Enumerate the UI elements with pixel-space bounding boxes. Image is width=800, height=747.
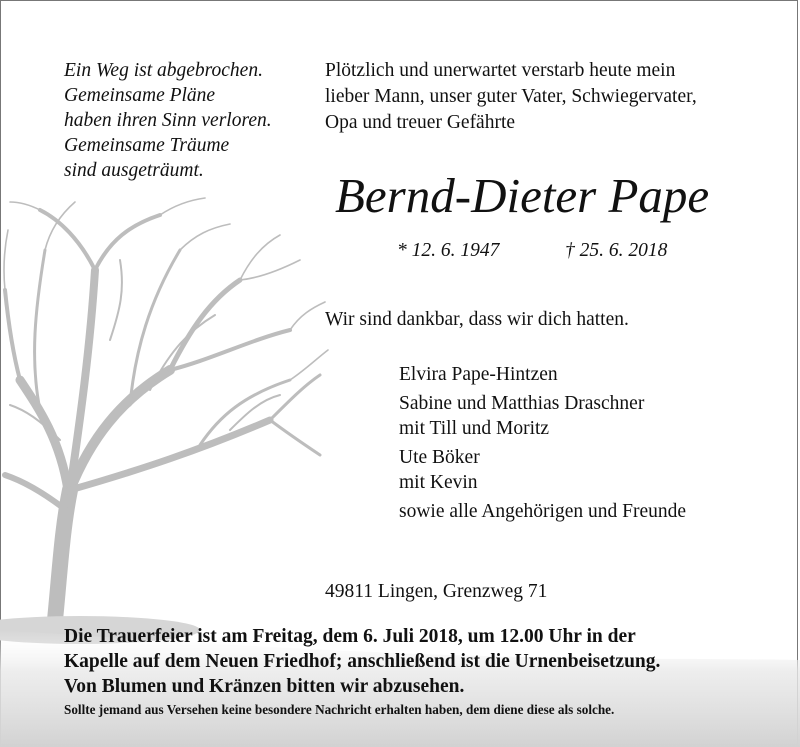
intro-line: Opa und treuer Gefährte: [325, 112, 516, 133]
death-date: † 25. 6. 2018: [565, 240, 668, 261]
footnote: Sollte jemand aus Versehen keine besondere Nachricht erhalten haben, dem diene diese als solche.: [64, 702, 615, 717]
poem-line: sind ausgeträumt.: [64, 160, 204, 181]
deceased-name: Bernd-Dieter Pape: [335, 168, 710, 223]
family-group: [399, 362, 686, 387]
notice-line: Von Blumen und Kränzen bitten wir abzusehen.: [64, 676, 465, 697]
family-group: [399, 499, 686, 524]
thanks-line: Wir sind dankbar, dass wir dich hatten.: [325, 309, 629, 330]
family-member: Elvira Pape-Hintzen: [399, 364, 558, 385]
funeral-notice: [64, 624, 660, 699]
family-member: mit Kevin: [399, 472, 478, 493]
family-member: mit Till und Moritz: [399, 418, 550, 439]
family-list: [399, 362, 686, 528]
intro-line: Plötzlich und unerwartet verstarb heute mein: [325, 60, 676, 81]
poem-line: Ein Weg ist abgebrochen.: [64, 60, 263, 81]
family-group: [399, 445, 686, 495]
poem-line: Gemeinsame Träume: [64, 135, 230, 156]
family-member: sowie alle Angehörigen und Freunde: [399, 501, 687, 522]
address: 49811 Lingen, Grenzweg 71: [325, 581, 548, 602]
intro-text: [325, 58, 697, 136]
notice-line: Kapelle auf dem Neuen Friedhof; anschließend ist die Urnenbeisetzung.: [64, 651, 661, 672]
birth-date: * 12. 6. 1947: [397, 240, 500, 261]
intro-line: lieber Mann, unser guter Vater, Schwiegervater,: [325, 86, 697, 107]
family-member: Sabine und Matthias Draschner: [399, 393, 645, 414]
poem: [64, 58, 272, 183]
poem-line: Gemeinsame Pläne: [64, 85, 216, 106]
family-group: [399, 391, 686, 441]
notice-line: Die Trauerfeier ist am Freitag, dem 6. Juli 2018, um 12.00 Uhr in der: [64, 626, 636, 647]
family-member: Ute Böker: [399, 447, 480, 468]
poem-line: haben ihren Sinn verloren.: [64, 110, 272, 131]
